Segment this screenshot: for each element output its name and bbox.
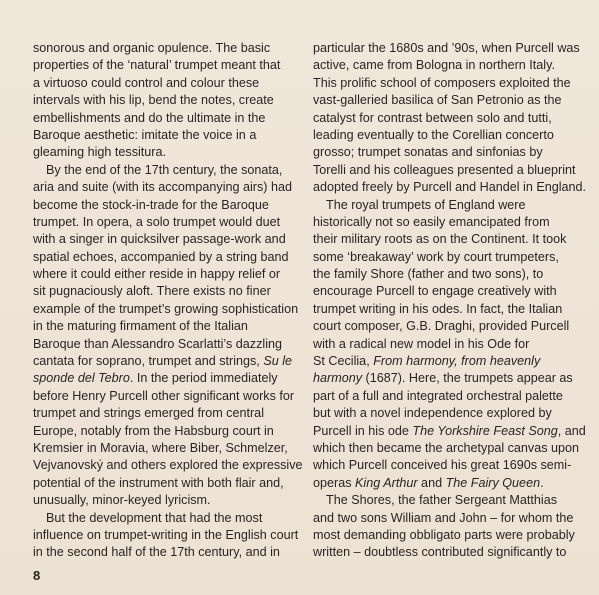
text-line <box>313 266 575 283</box>
text-line <box>313 162 575 179</box>
text-line <box>313 353 575 370</box>
text-line <box>313 214 575 231</box>
text-run: Purcell in his ode <box>313 423 413 438</box>
page-number: 8 <box>33 568 41 583</box>
text-run: most demanding obbligato parts were probably <box>313 527 575 542</box>
text-line <box>313 510 575 527</box>
text-run: particular the 1680s and ’90s, when Purcell was <box>313 41 580 55</box>
text-line <box>33 266 296 283</box>
text-run: The Shores, the father Sergeant Matthias <box>326 493 558 508</box>
italic-title: Su le <box>263 354 293 369</box>
text-run: (1687). Here, the trumpets appear as <box>362 371 573 386</box>
text-run: adopted freely by Purcell and Handel in England. <box>313 180 587 195</box>
text-run: potential of the instrument with both flair and, <box>33 475 284 490</box>
text-line <box>33 40 296 57</box>
text-run: example of the trumpet’s growing sophistication <box>33 301 299 316</box>
text-line <box>313 527 575 544</box>
text-run: . In the period immediately <box>129 371 278 386</box>
text-line <box>313 318 575 335</box>
text-line <box>313 457 575 474</box>
text-line <box>313 144 575 161</box>
text-line <box>33 110 296 127</box>
text-line <box>313 110 575 127</box>
italic-title: King Arthur <box>355 475 418 490</box>
text-run: Baroque aesthetic: imitate the voice in a <box>33 127 257 142</box>
text-run: Torelli and his colleagues presented a blueprint <box>313 162 576 177</box>
text-line <box>33 423 296 440</box>
text-run: Kremsier in Moravia, where Biber, Schmelzer, <box>33 440 288 455</box>
text-run: trumpet writing in his odes. In fact, the Italian <box>313 301 563 316</box>
text-run: intervals with his lip, bend the notes, create <box>33 93 274 108</box>
text-line <box>33 318 296 335</box>
text-line <box>313 283 575 300</box>
text-run: But the development that had the most <box>46 510 263 525</box>
italic-title: From harmony, from heavenly <box>373 354 541 369</box>
text-run: spatial echoes, accompanied by a string band <box>33 249 289 264</box>
text-line <box>313 179 587 196</box>
text-line <box>33 214 296 231</box>
text-run: Europe, notably from the Habsburg court in <box>33 423 274 438</box>
text-line <box>313 127 575 144</box>
text-run: St Cecilia, <box>313 354 374 369</box>
text-line <box>33 336 296 353</box>
text-run: embellishments and do the ultimate in the <box>33 110 266 125</box>
text-line <box>33 249 296 266</box>
text-run: leading eventually to the Corellian concerto <box>313 127 554 142</box>
text-run: in the maturing firmament of the Italian <box>33 319 248 334</box>
text-run: sonorous and organic opulence. The basic <box>33 41 271 55</box>
text-line <box>33 440 296 457</box>
text-run: the family Shore (father and two sons), to <box>313 267 544 282</box>
text-column-left <box>33 40 303 562</box>
text-run: sit pugnaciously aloft. There exists no finer <box>33 284 271 299</box>
text-line <box>313 370 575 387</box>
text-run: The royal trumpets of England were <box>326 197 526 212</box>
italic-title: The Fairy Queen <box>445 475 541 490</box>
text-run: cantata for soprano, trumpet and strings, <box>33 354 264 369</box>
text-run: a virtuoso could control and colour these <box>33 75 260 90</box>
text-line <box>313 440 580 457</box>
text-line <box>33 75 296 92</box>
text-run: written – doubtless contributed significantly to <box>313 545 567 560</box>
text-line <box>33 92 296 109</box>
text-run: their military roots as on the Continent. It took <box>313 232 567 247</box>
text-run: vast-galleried basilica of San Petronio as the <box>313 93 562 108</box>
text-run: and two sons William and John – for whom the <box>313 510 574 525</box>
text-run: but with a novel independence explored by <box>313 406 552 421</box>
text-run: which Purcell conceived his great 1690s semi- <box>313 458 572 473</box>
text-run: This prolific school of composers exploited the <box>313 75 571 90</box>
text-line <box>313 475 575 492</box>
text-run: encourage Purcell to engage creatively with <box>313 284 557 299</box>
text-line <box>313 249 575 266</box>
italic-title: harmony <box>313 371 362 386</box>
text-line <box>33 405 296 422</box>
text-line <box>313 301 575 318</box>
text-line <box>313 92 575 109</box>
text-run: . <box>540 475 544 490</box>
text-run: part of a full and integrated orchestral palette <box>313 388 563 403</box>
text-run: with a singer in quicksilver passage-work and <box>33 232 286 247</box>
text-line <box>313 40 580 57</box>
text-line <box>33 475 296 492</box>
text-line <box>33 127 296 144</box>
text-run: gleaming high tessitura. <box>33 145 167 160</box>
text-line <box>33 370 296 387</box>
text-line <box>33 388 296 405</box>
text-run: before Henry Purcell other significant works for <box>33 388 295 403</box>
text-run: influence on trumpet-writing in the English court <box>33 527 299 542</box>
italic-title: sponde del Tebro <box>33 371 130 386</box>
text-run: catalyst for contrast between solo and tutti, <box>313 110 552 125</box>
text-run: with a radical new model in his Ode for <box>313 336 530 351</box>
text-run: historically not so easily emancipated from <box>313 214 550 229</box>
text-line <box>33 231 296 248</box>
text-column-right <box>313 40 587 562</box>
text-line <box>313 544 575 561</box>
text-run: properties of the ‘natural’ trumpet meant that <box>33 58 281 73</box>
text-run: aria and suite (with its accompanying airs) had <box>33 180 292 195</box>
text-run: court composer, G.B. Draghi, provided Purcell <box>313 319 570 334</box>
text-line <box>313 75 575 92</box>
text-run: Vejvanovský and others explored the expressive <box>33 458 303 473</box>
text-line <box>33 283 296 300</box>
text-line <box>33 492 296 509</box>
text-run: some ‘breakaway’ work by court trumpeters, <box>313 249 559 264</box>
text-run: where it could either reside in happy relief or <box>33 267 281 282</box>
text-line <box>313 336 575 353</box>
text-line <box>313 231 575 248</box>
text-line <box>313 405 575 422</box>
text-line <box>33 353 296 370</box>
text-line <box>33 457 303 474</box>
text-line <box>33 162 296 179</box>
text-run: operas <box>313 475 356 490</box>
text-line <box>313 492 575 509</box>
text-line <box>33 544 296 561</box>
text-run: and <box>417 475 446 490</box>
text-run: in the second half of the 17th century, and in <box>33 545 280 560</box>
text-run: trumpet and strings emerged from central <box>33 406 264 421</box>
text-line <box>33 144 296 161</box>
text-line <box>33 527 299 544</box>
text-run: unusually, minor-keyed lyricism. <box>33 493 211 508</box>
text-line <box>313 57 575 74</box>
text-line <box>33 510 296 527</box>
text-run: , and <box>557 423 586 438</box>
text-run: become the stock-in-trade for the Baroque <box>33 197 269 212</box>
text-line <box>313 197 575 214</box>
text-line <box>33 197 296 214</box>
text-line <box>313 388 575 405</box>
text-line <box>313 423 586 440</box>
text-line <box>33 57 296 74</box>
text-run: which then became the archetypal canvas upon <box>313 440 580 455</box>
text-line <box>33 179 296 196</box>
text-line <box>33 301 299 318</box>
text-run: trumpet. In opera, a solo trumpet would duet <box>33 214 281 229</box>
text-run: By the end of the 17th century, the sonata, <box>46 162 283 177</box>
italic-title: The Yorkshire Feast Song <box>412 423 558 438</box>
text-run: grosso; trumpet sonatas and sinfonias by <box>313 145 543 160</box>
text-run: Baroque than Alessandro Scarlatti’s dazzling <box>33 336 282 351</box>
text-run: active, came from Bologna in northern Italy. <box>313 58 555 73</box>
